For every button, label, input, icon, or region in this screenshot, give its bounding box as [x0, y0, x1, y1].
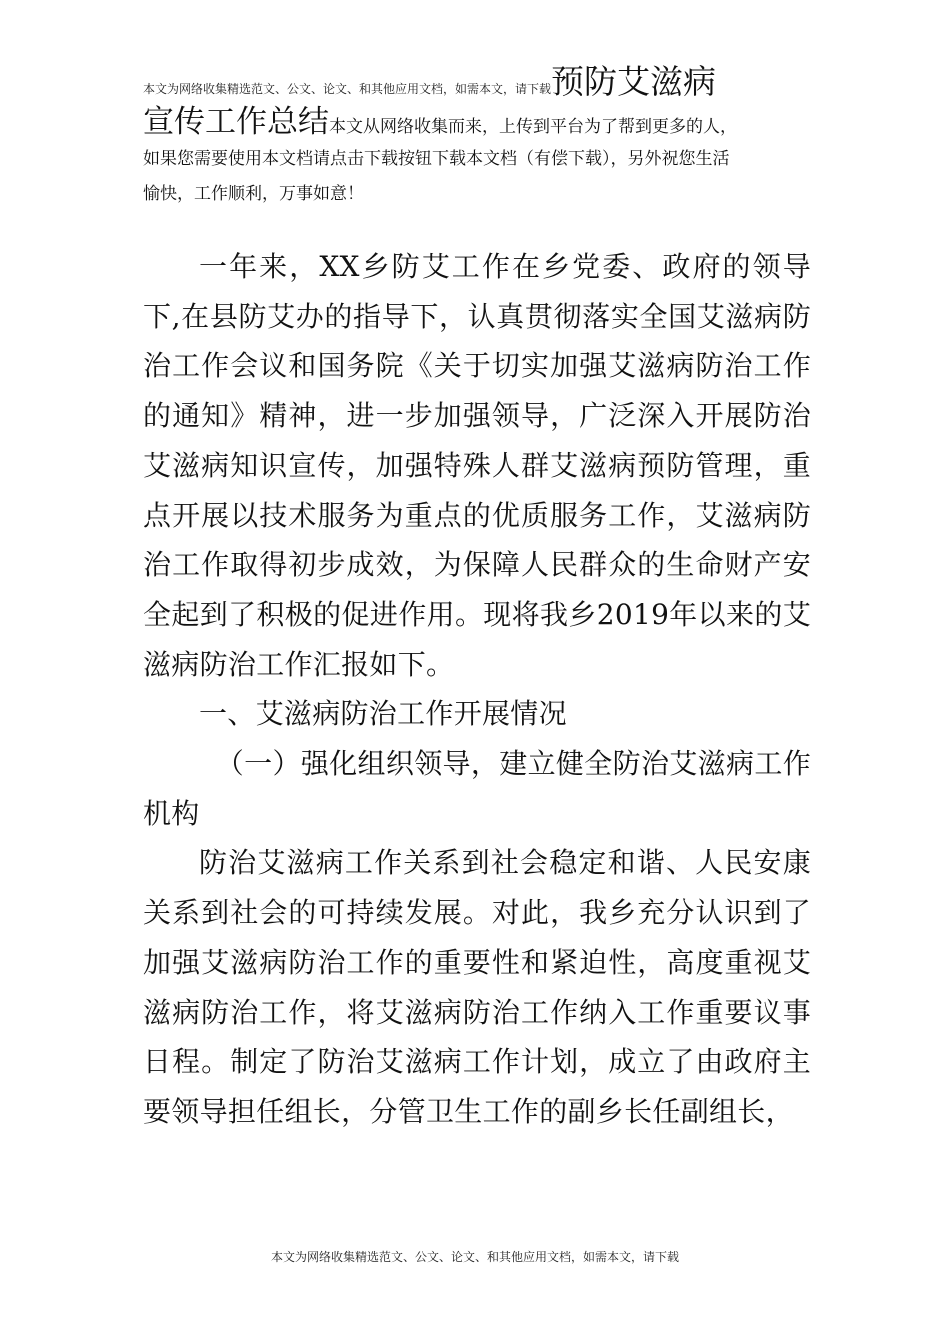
document-title-part-1: 预防艾滋病 [551, 62, 717, 101]
document-title-part-2: 宣传工作总结 [143, 104, 329, 140]
subsection-heading-1: （一）强化组织领导，建立健全防治艾滋病工作机构 [143, 747, 811, 830]
header-line-2 [143, 96, 833, 141]
intro-line-3: 愉快，工作顺利，万事如意！ [143, 184, 364, 204]
download-notice-bottom: 本文为网络收集精选范文、公文、论文、和其他应用文档，如需本文，请下载 [270, 1250, 679, 1264]
download-notice-top: 本文为网络收集精选范文、公文、论文、和其他应用文档，如需本文，请下载 [143, 82, 552, 96]
intro-line-1: 本文从网络收集而来，上传到平台为了帮到更多的人， [329, 117, 737, 137]
document-body [143, 242, 811, 1137]
section-heading-1: 一、艾滋病防治工作开展情况 [199, 697, 567, 731]
body-paragraph-2: 防治艾滋病工作关系到社会稳定和谐、人民安康关系到社会的可持续发展。对此，我乡充分认识到了加强艾滋病防治工作的重要性和紧迫性，高度重视艾滋病防治工作，将艾滋病防治工作纳入工作重要议事日程。制定了防治艾滋病工作计划，成立了由政府主要领导担任组长，分管卫生工作的副乡长任副组长， [143, 846, 811, 1128]
intro-line-2: 如果您需要使用本文档请点击下载按钮下载本文档（有偿下载），另外祝您生活 [143, 149, 730, 169]
body-paragraph-1: 一年来，XX乡防艾工作在乡党委、政府的领导下,在县防艾办的指导下，认真贯彻落实全国艾滋病防治工作会议和国务院《关于切实加强艾滋病防治工作的通知》精神，进一步加强领导，广泛深入开展防治艾滋病知识宣传，加强特殊人群艾滋病预防管理，重点开展以技术服务为重点的优质服务工作，艾滋病防治工作取得初步成效，为保障人民群众的生命财产安全起到了积极的促进作用。现将我乡2019年以来的艾滋病防治工作汇报如下。 [143, 250, 811, 681]
